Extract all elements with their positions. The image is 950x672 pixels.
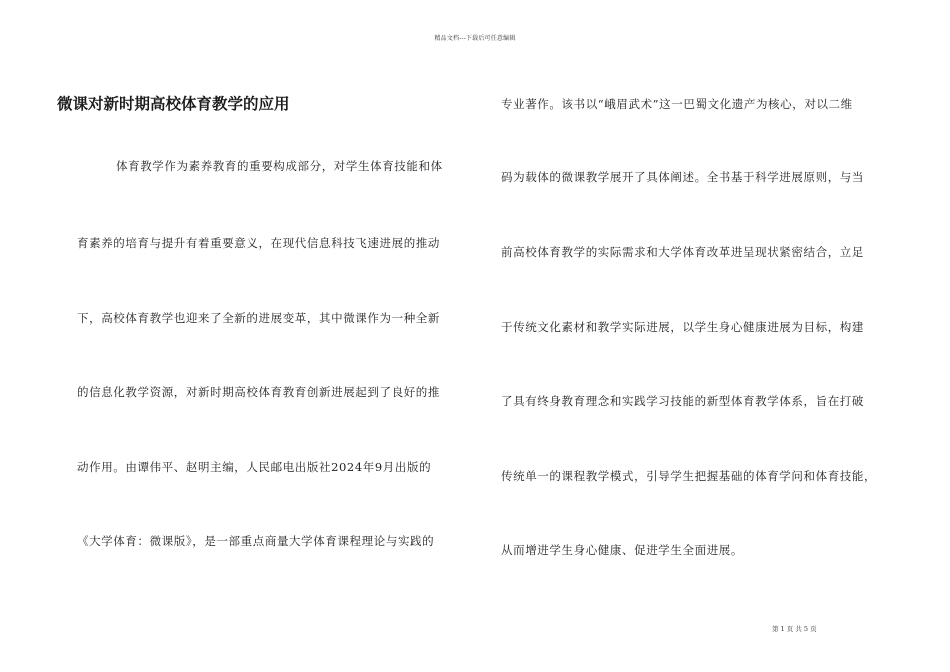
paragraph-line: 了具有终身教育理念和实践学习技能的新型体育教学体系，旨在打破 [501,394,864,408]
header-note: 精品文档---下载后可任意编辑 [434,35,516,42]
paragraph-line: 体育教学作为素养教育的重要构成部分，对学生体育技能和体 [116,159,443,173]
paragraph-line: 下，高校体育教学也迎来了全新的进展变革，其中微课作为一种全新 [77,311,440,325]
paragraph-line: 码为载体的微课教学展开了具体阐述。全书基于科学进展原则，与当 [501,170,864,184]
paragraph-line: 的信息化教学资源，对新时期高校体育教育创新进展起到了良好的推 [77,385,440,399]
paragraph-line: 专业著作。该书以“峨眉武术”这一巴蜀文化遗产为核心，对以二维 [501,97,853,111]
paragraph-line: 《大学体育：微课版》，是一部重点商量大学体育课程理论与实践的 [77,534,435,548]
page-number: 第 1 页 共 5 页 [772,625,817,633]
paragraph-line: 从而增进学生身心健康、促进学生全面进展。 [501,543,743,557]
paragraph-line: 前高校体育教学的实际需求和大学体育改革进呈现状紧密结合，立足 [501,245,864,259]
paragraph-line: 传统单一的课程教学模式，引导学生把握基础的体育学问和体育技能， [501,469,877,483]
article-title: 微课对新时期高校体育教学的应用 [57,95,290,113]
paragraph-line: 动作用。由谭伟平、赵明主编，人民邮电出版社2024年9月出版的 [77,460,432,474]
paragraph-line: 育素养的培育与提升有着重要意义，在现代信息科技飞速进展的推动 [77,236,440,250]
paragraph-line: 于传统文化素材和教学实际进展，以学生身心健康进展为目标，构建 [501,320,864,334]
